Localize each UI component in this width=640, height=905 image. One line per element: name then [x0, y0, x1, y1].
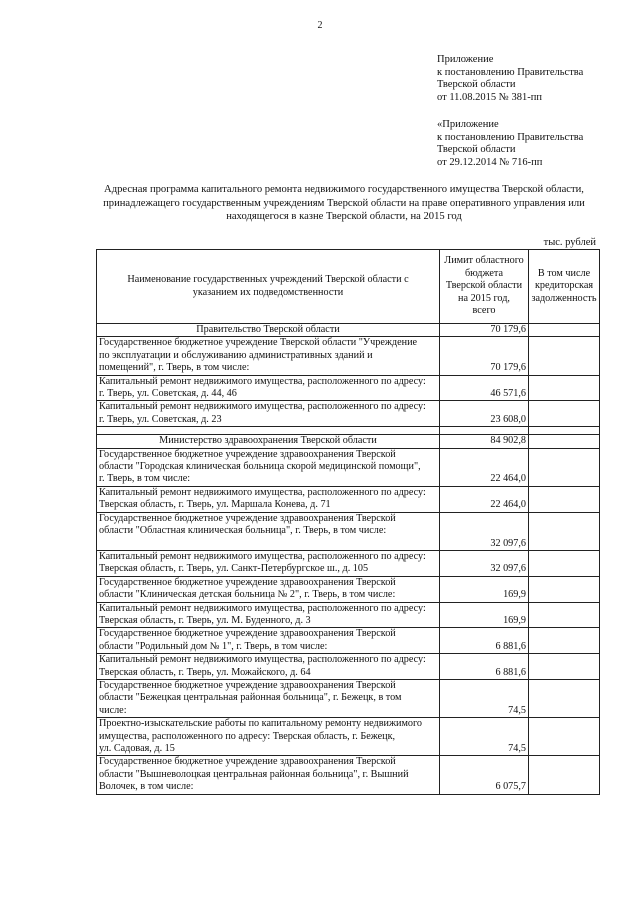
- institution-name-line: Капитальный ремонт недвижимого имущества, расположенного по адресу:: [99, 654, 426, 666]
- institution-name-line: Государственное бюджетное учреждение здравоохранения Тверской: [99, 628, 396, 640]
- institution-name-line: Тверская область, г. Тверь, ул. Маршала Конева, д. 71: [99, 499, 331, 511]
- creditor-debt-cell: [529, 324, 600, 337]
- table-row: [97, 512, 600, 550]
- institution-name-line: Тверская область, г. Тверь, ул. М. Буденного, д. 3: [99, 614, 311, 626]
- budget-limit-cell: 32 097,6: [440, 550, 529, 576]
- table-section-row: [97, 324, 600, 337]
- institution-name-line: помещений", г. Тверь, в том числе:: [99, 362, 250, 374]
- institution-name-line: Государственное бюджетное учреждение здравоохранения Тверской: [99, 448, 396, 460]
- institution-name-cell: [97, 448, 440, 486]
- header-line: кредиторская: [534, 280, 594, 292]
- institution-name-line: Государственное бюджетное учреждение здравоохранения Тверской: [99, 576, 396, 588]
- institution-name-cell: [97, 756, 440, 794]
- creditor-debt-cell: [529, 602, 600, 628]
- budget-limit-cell: 84 902,8: [440, 435, 529, 448]
- institution-name-cell: [97, 718, 440, 756]
- institution-name-line: г. Тверь, ул. Советская, д. 23: [99, 413, 222, 425]
- appendix-line: «Приложение: [437, 119, 499, 130]
- institution-name-line: Государственное бюджетное учреждение здравоохранения Тверской: [99, 756, 396, 768]
- table-row: [97, 602, 600, 628]
- appendix-original-header: [437, 119, 627, 169]
- institution-name-cell: [97, 486, 440, 512]
- institution-name-cell: [97, 324, 440, 337]
- creditor-debt-cell: [529, 718, 600, 756]
- budget-limit-cell: 169,9: [440, 576, 529, 602]
- budget-limit-cell: 6 881,6: [440, 654, 529, 680]
- institution-name-cell: [97, 401, 440, 427]
- document-title: [90, 183, 598, 224]
- table-row: [97, 576, 600, 602]
- header-line: Наименование государственных учреждений Тверской области с: [127, 274, 409, 286]
- table-row: [97, 550, 600, 576]
- institution-name-line: числе:: [99, 704, 127, 716]
- budget-limit-cell: 32 097,6: [440, 512, 529, 550]
- header-line: Тверской области: [445, 280, 523, 292]
- institution-name-line: имущества, расположенного по адресу: Тверская область, г. Бежецк,: [99, 730, 396, 742]
- units-label: тыс. рублей: [543, 237, 596, 248]
- title-line: принадлежащего государственным учреждениям Тверской области на праве оперативного управления или: [103, 197, 585, 209]
- budget-limit-cell: 70 179,6: [440, 337, 529, 375]
- institution-name-line: Волочек, в том числе:: [99, 781, 194, 793]
- header-line: на 2015 год,: [458, 292, 510, 304]
- institution-name-line: Проектно-изыскательские работы по капитальному ремонту недвижимого: [99, 718, 423, 730]
- table-row: [97, 448, 600, 486]
- budget-limit-cell: 6 881,6: [440, 628, 529, 654]
- institution-name-line: Капитальный ремонт недвижимого имущества, расположенного по адресу:: [99, 486, 426, 498]
- creditor-debt-cell: [529, 512, 600, 550]
- institution-name-line: Министерство здравоохранения Тверской области: [159, 435, 377, 447]
- institution-name-line: Государственное бюджетное учреждение здравоохранения Тверской: [99, 512, 396, 524]
- institution-name-line: области "Вышневолоцкая центральная районная больница", г. Вышний: [99, 768, 409, 780]
- header-line: бюджета: [465, 267, 503, 279]
- header-line: всего: [472, 305, 496, 317]
- institution-name-cell: [97, 654, 440, 680]
- institution-name-line: Государственное бюджетное учреждение Тверской области "Учреждение: [99, 337, 418, 349]
- institution-name-cell: [97, 512, 440, 550]
- institution-name-line: области "Городская клиническая больница скорой медицинской помощи",: [99, 461, 421, 473]
- institution-name-cell: [97, 602, 440, 628]
- creditor-debt-cell: [529, 448, 600, 486]
- spacer-cell: [529, 427, 600, 435]
- creditor-debt-cell: [529, 654, 600, 680]
- header-line: указанием их подведомственности: [192, 286, 344, 298]
- page-number: 2: [317, 20, 323, 31]
- budget-limit-cell: 169,9: [440, 602, 529, 628]
- budget-limit-cell: 6 075,7: [440, 756, 529, 794]
- institution-name-line: по эксплуатации и обслуживанию административных зданий и: [99, 349, 373, 361]
- institution-name-line: Тверская область, г. Тверь, ул. Санкт-Петербургское ш., д. 105: [99, 563, 369, 575]
- budget-limit-cell: 22 464,0: [440, 486, 529, 512]
- table-row: [97, 337, 600, 375]
- institution-name-line: г. Тверь, ул. Советская, д. 44, 46: [99, 388, 237, 400]
- budget-limit-cell: 74,5: [440, 679, 529, 717]
- header-limit: [440, 250, 529, 324]
- spacer-cell: [440, 427, 529, 435]
- institution-name-line: г. Тверь, в том числе:: [99, 473, 191, 485]
- header-line: Лимит областного: [444, 255, 524, 267]
- budget-limit-cell: 23 608,0: [440, 401, 529, 427]
- creditor-debt-cell: [529, 756, 600, 794]
- title-line: находящегося в казне Тверской области, на 2015 год: [226, 211, 462, 223]
- institution-name-cell: [97, 435, 440, 448]
- institution-name-cell: [97, 679, 440, 717]
- table-header-row: [97, 250, 600, 324]
- institution-name-cell: [97, 550, 440, 576]
- appendix-line: от 29.12.2014 № 716-пп: [437, 156, 543, 168]
- spacer-cell: [97, 427, 440, 435]
- institution-name-cell: [97, 576, 440, 602]
- institution-name-line: области "Бежецкая центральная районная больница", г. Бежецк, в том: [99, 692, 402, 704]
- header-debt: [529, 250, 600, 324]
- creditor-debt-cell: [529, 375, 600, 401]
- budget-limit-cell: 46 571,6: [440, 375, 529, 401]
- title-line: Адресная программа капитального ремонта недвижимого государственного имущества Тверской области,: [104, 184, 584, 195]
- institution-name-line: Капитальный ремонт недвижимого имущества, расположенного по адресу:: [99, 602, 426, 614]
- creditor-debt-cell: [529, 435, 600, 448]
- table-row: [97, 679, 600, 717]
- program-table: [96, 249, 600, 795]
- institution-name-line: Тверская область, г. Тверь, ул. Можайского, д. 64: [99, 666, 311, 678]
- creditor-debt-cell: [529, 576, 600, 602]
- header-line: задолженность: [531, 292, 597, 304]
- institution-name-line: Капитальный ремонт недвижимого имущества, расположенного по адресу:: [99, 375, 426, 387]
- table-row: [97, 756, 600, 794]
- appendix-line: Тверской области: [437, 144, 516, 156]
- header-name: [97, 250, 440, 324]
- creditor-debt-cell: [529, 486, 600, 512]
- table-row: [97, 401, 600, 427]
- creditor-debt-cell: [529, 337, 600, 375]
- institution-name-line: Капитальный ремонт недвижимого имущества, расположенного по адресу:: [99, 401, 426, 413]
- table-row: [97, 486, 600, 512]
- table-row: [97, 718, 600, 756]
- institution-name-line: области "Областная клиническая больница", г. Тверь, в том числе:: [99, 525, 387, 537]
- institution-name-cell: [97, 628, 440, 654]
- institution-name-line: Капитальный ремонт недвижимого имущества, расположенного по адресу:: [99, 550, 426, 562]
- header-line: В том числе: [537, 267, 591, 279]
- appendix-line: к постановлению Правительства: [437, 66, 584, 78]
- appendix-current-header: [437, 54, 627, 104]
- budget-limit-cell: 22 464,0: [440, 448, 529, 486]
- institution-name-line: области "Родильный дом № 1", г. Тверь, в том числе:: [99, 640, 328, 652]
- institution-name-line: [99, 538, 437, 550]
- institution-name-cell: [97, 337, 440, 375]
- institution-name-line: ул. Садовая, д. 15: [99, 743, 175, 754]
- creditor-debt-cell: [529, 401, 600, 427]
- creditor-debt-cell: [529, 628, 600, 654]
- creditor-debt-cell: [529, 679, 600, 717]
- appendix-line: к постановлению Правительства: [437, 131, 584, 143]
- institution-name-line: Государственное бюджетное учреждение здравоохранения Тверской: [99, 679, 396, 691]
- table-row: [97, 375, 600, 401]
- table-body: [97, 324, 600, 795]
- institution-name-cell: [97, 375, 440, 401]
- budget-limit-cell: 70 179,6: [440, 324, 529, 337]
- table-row: [97, 628, 600, 654]
- appendix-line: Приложение: [437, 54, 494, 65]
- institution-name-line: Правительство Тверской области: [196, 324, 340, 335]
- appendix-line: от 11.08.2015 № 381-пп: [437, 91, 542, 103]
- institution-name-line: области "Клиническая детская больница № 2", г. Тверь, в том числе:: [99, 589, 396, 601]
- creditor-debt-cell: [529, 550, 600, 576]
- table-spacer-row: [97, 427, 600, 435]
- table-section-row: [97, 435, 600, 448]
- appendix-line: Тверской области: [437, 79, 516, 91]
- table-row: [97, 654, 600, 680]
- budget-limit-cell: 74,5: [440, 718, 529, 756]
